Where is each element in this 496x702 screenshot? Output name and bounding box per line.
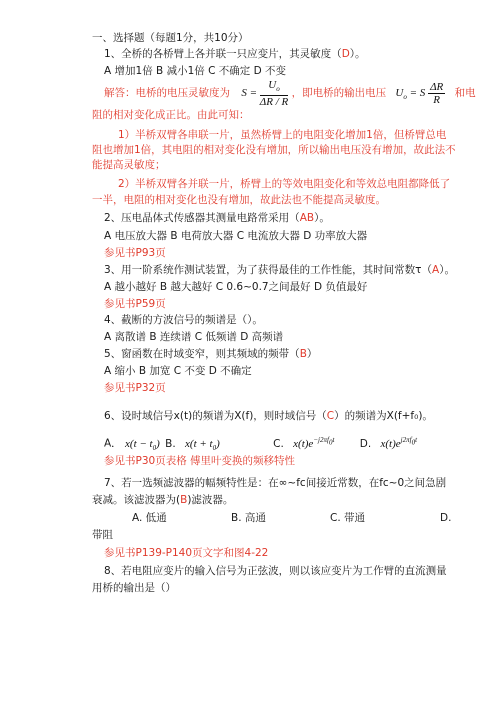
question-7-option-d-wrap: 带阻	[92, 529, 113, 541]
question-2-options: A 电压放大器 B 电荷放大器 C 电流放大器 D 功率放大器	[104, 230, 368, 242]
question-1-options: A 增加1倍 B 减小1倍 C 不确定 D 不变	[104, 65, 287, 77]
question-5-stem: 5、窗函数在时域变窄，则其频域的频带（B）	[104, 348, 318, 360]
question-8-stem-line-1: 8、若电阻应变片的输入信号为正弦波，则以该应变片为工作臂的直流测量	[104, 565, 447, 577]
question-7-stem-line-1: 7、若一选频滤波器的幅频特性是：在∞~fc间接近常数，在fc~0之间急剧	[104, 477, 447, 489]
question-2-stem: 2、压电晶体式传感器其测量电路常采用（AB）。	[104, 212, 330, 224]
question-7-option-d: D.	[440, 512, 452, 524]
question-1-explanation: 解答：电桥的电压灵敏度为 S = $\frac{U_o}{\Delta R / R}$ ，即电桥的输出电压 $U_o = S$ $\frac{\Delta R}{R}$ 和电	[104, 79, 476, 109]
question-6-reference: 参见书P30页表格 傅里叶变换的频移特性	[104, 455, 296, 467]
question-7-answer: B	[180, 494, 188, 506]
question-1-stem: 1、全桥的各桥臂上各并联一只应变片，其灵敏度（D）。	[104, 48, 366, 60]
option-c-formula: $x(t)e^{-j2\pi f_0t}$	[293, 436, 335, 450]
explanation-point-1-line-1: 1）半桥双臂各串联一片，虽然桥臂上的电阻变化增加1倍，但桥臂总电	[118, 129, 447, 141]
option-a-formula: $x(t - t_0)$	[125, 437, 160, 452]
question-4-stem: 4、截断的方波信号的频谱是（）。	[104, 314, 263, 326]
section-title: 一、选择题（每题1分，共10分）	[92, 32, 249, 44]
question-3-options: A 越小越好 B 越大越好 C 0.6~0.7之间最好 D 负值最好	[104, 281, 368, 293]
question-1-answer: D	[341, 48, 350, 60]
question-3-stem: 3、用一阶系统作测试装置，为了获得最佳的工作性能，其时间常数τ（A）。	[104, 264, 455, 276]
output-voltage-formula: $U_o = S$ $\frac{\Delta R}{R}$	[395, 81, 444, 107]
question-7-option-c: C. 带通	[330, 512, 366, 524]
option-b-formula: $x(t + t_0)$	[185, 437, 220, 452]
question-7-reference: 参见书P139-P140页文字和图4-22	[104, 547, 269, 559]
question-7-option-a: A. 低通	[132, 512, 167, 524]
question-7-option-b: B. 高通	[231, 512, 266, 524]
question-3-reference: 参见书P59页	[104, 298, 166, 310]
question-7-stem-line-2: 衰减。该滤波器为(B)滤波器。	[92, 494, 234, 506]
question-6-answer: C	[326, 410, 335, 422]
option-d-formula: $x(t)e^{j2\pi f_0t}$	[380, 436, 418, 450]
question-4-options: A 离散谱 B 连续谱 C 低频谱 D 高频谱	[104, 331, 284, 343]
question-5-reference: 参见书P32页	[104, 382, 166, 394]
question-8-stem-line-2: 用桥的输出是（）	[92, 582, 176, 594]
question-5-options: A 缩小 B 加宽 C 不变 D 不确定	[104, 365, 252, 377]
explanation-point-2-line-1: 2）半桥双臂各并联一片，桥臂上的等效电阻变化和等效总电阻都降低了	[118, 178, 451, 190]
question-3-answer: A	[432, 264, 440, 276]
question-1-explanation-cont: 阻的相对变化成正比。由此可知：	[92, 109, 250, 121]
question-6-options: A． $x(t - t_0)$ B. $x(t + t_0)$ C. $x(t)e^{-j2\pi f_0t}$ D. $x(t)e^{j2\pi f_0t}$	[104, 436, 418, 452]
explanation-point-1-line-2: 阻也增加1倍，其电阻的相对变化没有增加，所以输出电压没有增加，故此法不	[92, 144, 456, 156]
question-2-answer: AB	[299, 212, 315, 224]
question-5-answer: B	[299, 348, 307, 360]
explanation-point-1-line-3: 能提高灵敏度；	[92, 159, 166, 171]
question-6-stem: 6、设时域信号x(t)的频谱为X(f)，则时域信号（C）的频谱为X(f+f₀)。	[104, 410, 433, 422]
sensitivity-formula: S = $\frac{U_o}{\Delta R / R}$	[241, 79, 289, 109]
explanation-point-2-line-2: 一半，电阻的相对变化也没有增加，故此法也不能提高灵敏度。	[92, 194, 386, 206]
question-2-reference: 参见书P93页	[104, 247, 166, 259]
